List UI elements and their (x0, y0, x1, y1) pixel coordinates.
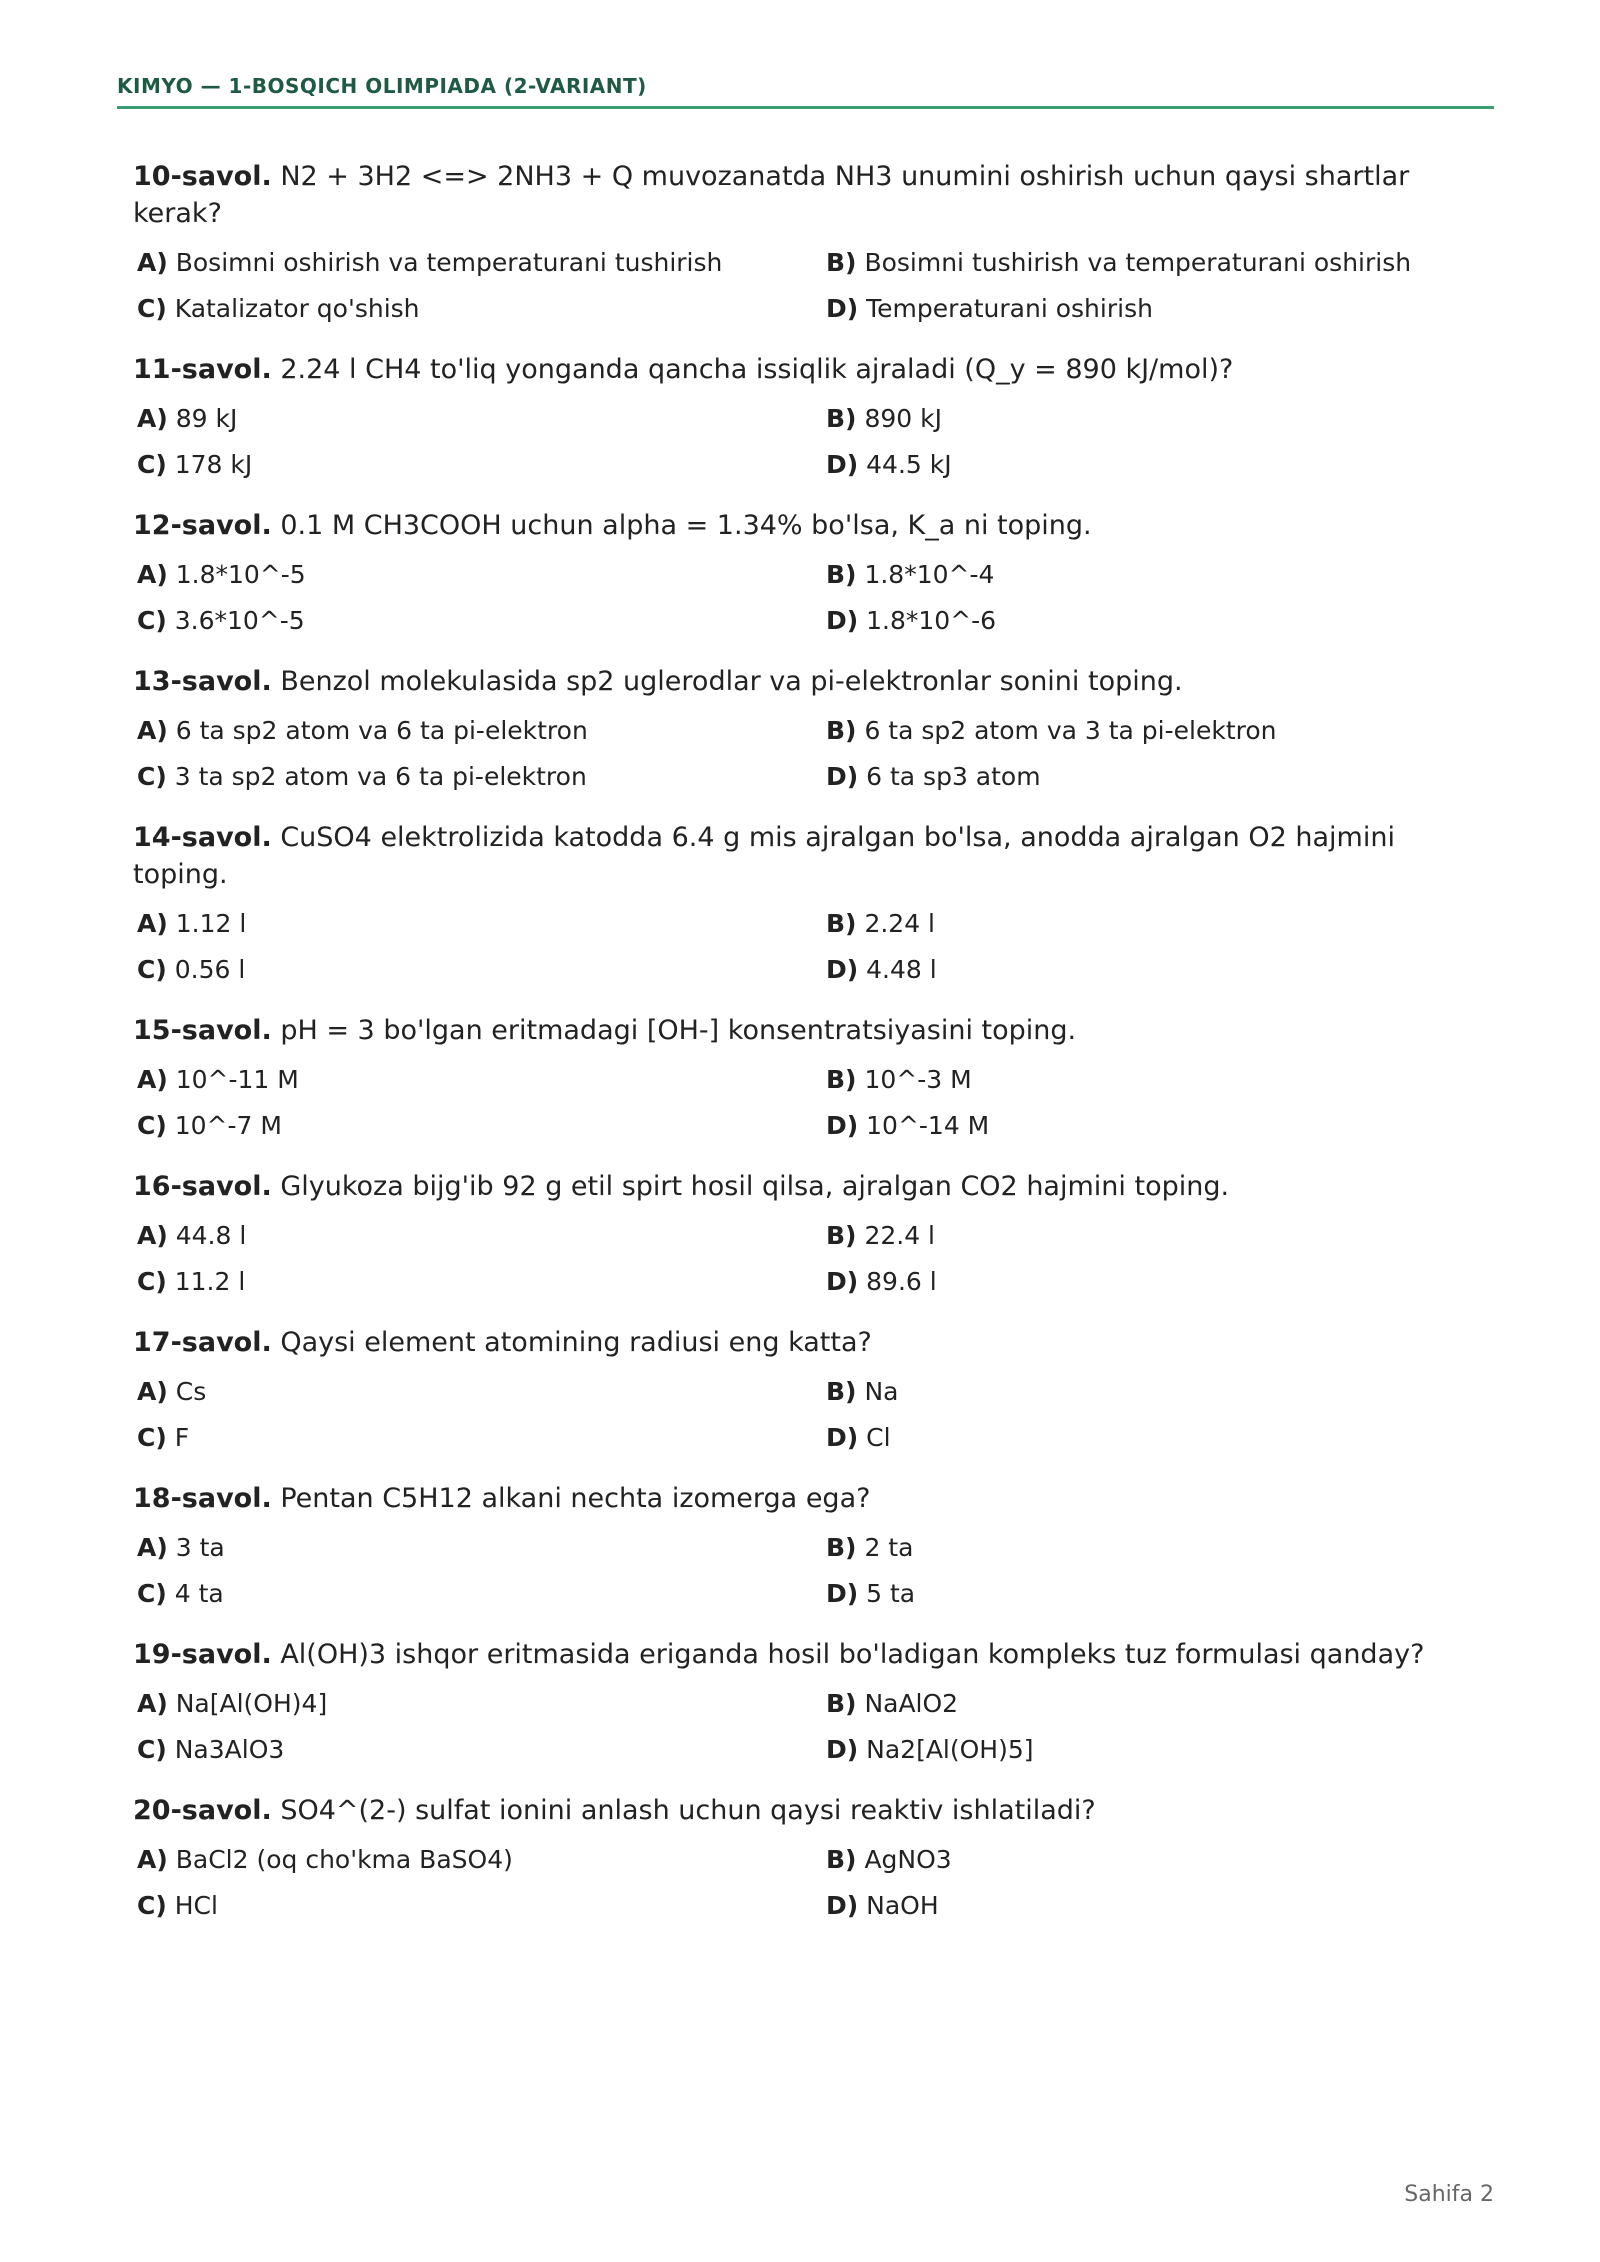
question-number: 13-savol. (133, 666, 272, 697)
question-body: N2 + 3H2 <=> 2NH3 + Q muvozanatda NH3 unumini oshirish uchun qaysi shartlar kerak? (133, 161, 1410, 229)
question-text (133, 1792, 1463, 1829)
option-letter: A) (137, 1377, 168, 1406)
question-number: 19-savol. (133, 1639, 272, 1670)
option-letter: B) (826, 909, 857, 938)
answer-option (826, 1685, 1467, 1722)
option-text: 10^-11 M (175, 1065, 299, 1094)
answer-option (826, 1841, 1467, 1878)
question-body: 2.24 l CH4 to'liq yonganda qancha issiqlik ajraladi (Q_y = 890 kJ/mol)? (280, 354, 1234, 385)
option-text: 44.5 kJ (866, 450, 952, 479)
answer-options (133, 244, 1463, 327)
answer-option (137, 1373, 826, 1410)
option-letter: A) (137, 248, 168, 277)
question-text (133, 351, 1463, 388)
answer-option (137, 1841, 826, 1878)
question-block (133, 507, 1463, 639)
option-text: 890 kJ (864, 404, 942, 433)
option-letter: D) (826, 955, 859, 984)
question-body: Qaysi element atomining radiusi eng katta? (280, 1327, 872, 1358)
question-text (133, 158, 1463, 232)
answer-option (137, 1107, 826, 1144)
answer-option (826, 1529, 1467, 1566)
option-letter: A) (137, 404, 168, 433)
answer-option (137, 400, 826, 437)
option-letter: D) (826, 1891, 859, 1920)
option-text: NaAlO2 (864, 1689, 959, 1718)
option-text: 44.8 l (175, 1221, 247, 1250)
answer-option (826, 1107, 1467, 1144)
option-text: 4 ta (174, 1579, 224, 1608)
option-letter: B) (826, 404, 857, 433)
option-letter: B) (826, 1845, 857, 1874)
option-letter: C) (137, 450, 167, 479)
question-block (133, 1636, 1463, 1768)
option-letter: A) (137, 1221, 168, 1250)
answer-option (826, 1217, 1467, 1254)
option-text: 1.8*10^-5 (175, 560, 306, 589)
answer-options (133, 1061, 1463, 1144)
answer-option (826, 1263, 1467, 1300)
question-body: pH = 3 bo'lgan eritmadagi [OH-] konsentratsiyasini toping. (280, 1015, 1077, 1046)
option-text: Bosimni oshirish va temperaturani tushirish (175, 248, 723, 277)
question-number: 11-savol. (133, 354, 272, 385)
option-letter: C) (137, 1579, 167, 1608)
option-letter: B) (826, 1221, 857, 1250)
option-text: 10^-7 M (174, 1111, 282, 1140)
answer-options (133, 1685, 1463, 1768)
option-letter: B) (826, 1533, 857, 1562)
option-text: Cl (866, 1423, 891, 1452)
option-text: BaCl2 (oq cho'kma BaSO4) (175, 1845, 513, 1874)
option-letter: C) (137, 1891, 167, 1920)
question-body: SO4^(2-) sulfat ionini anlash uchun qaysi reaktiv ishlatiladi? (280, 1795, 1096, 1826)
question-list (133, 158, 1463, 1948)
option-text: Cs (175, 1377, 207, 1406)
option-text: Temperaturani oshirish (866, 294, 1153, 323)
answer-option (137, 1263, 826, 1300)
option-text: 0.56 l (174, 955, 246, 984)
answer-option (137, 951, 826, 988)
answer-option (137, 244, 826, 281)
option-letter: C) (137, 294, 167, 323)
question-text (133, 507, 1463, 544)
question-number: 14-savol. (133, 822, 272, 853)
question-body: Benzol molekulasida sp2 uglerodlar va pi-elektronlar sonini toping. (280, 666, 1183, 697)
option-letter: D) (826, 1111, 859, 1140)
option-text: 3.6*10^-5 (174, 606, 305, 635)
question-number: 20-savol. (133, 1795, 272, 1826)
option-text: 10^-3 M (864, 1065, 972, 1094)
answer-option (826, 556, 1467, 593)
option-text: Katalizator qo'shish (174, 294, 420, 323)
question-text (133, 1636, 1463, 1673)
option-text: Na (864, 1377, 899, 1406)
answer-option (826, 905, 1467, 942)
option-text: 89 kJ (175, 404, 238, 433)
answer-option (137, 758, 826, 795)
option-letter: D) (826, 1267, 859, 1296)
answer-option (137, 1731, 826, 1768)
question-text (133, 1480, 1463, 1517)
answer-option (137, 1529, 826, 1566)
option-letter: A) (137, 1689, 168, 1718)
question-text (133, 1168, 1463, 1205)
answer-option (826, 758, 1467, 795)
answer-option (137, 446, 826, 483)
option-letter: A) (137, 1533, 168, 1562)
option-text: 1.8*10^-6 (866, 606, 997, 635)
answer-option (826, 290, 1467, 327)
header-title: KIMYO — 1-BOSQICH OLIMPIADA (2-VARIANT) (117, 74, 647, 98)
question-number: 15-savol. (133, 1015, 272, 1046)
option-text: 1.8*10^-4 (864, 560, 995, 589)
option-text: 6 ta sp3 atom (866, 762, 1041, 791)
option-letter: C) (137, 762, 167, 791)
answer-options (133, 1529, 1463, 1612)
question-text (133, 663, 1463, 700)
answer-option (137, 1575, 826, 1612)
answer-option (137, 1887, 826, 1924)
option-text: HCl (174, 1891, 218, 1920)
option-text: 1.12 l (175, 909, 247, 938)
answer-option (826, 1419, 1467, 1456)
question-number: 16-savol. (133, 1171, 272, 1202)
option-text: 178 kJ (174, 450, 253, 479)
option-text: 11.2 l (174, 1267, 246, 1296)
option-letter: D) (826, 1579, 859, 1608)
answer-option (826, 1887, 1467, 1924)
question-number: 18-savol. (133, 1483, 272, 1514)
answer-option (137, 602, 826, 639)
question-block (133, 1168, 1463, 1300)
answer-options (133, 1217, 1463, 1300)
option-letter: A) (137, 1065, 168, 1094)
answer-option (826, 446, 1467, 483)
answer-options (133, 556, 1463, 639)
option-text: F (174, 1423, 190, 1452)
question-text (133, 819, 1463, 893)
option-letter: D) (826, 1735, 859, 1764)
option-letter: A) (137, 909, 168, 938)
answer-options (133, 1373, 1463, 1456)
answer-option (826, 400, 1467, 437)
question-body: Glyukoza bijg'ib 92 g etil spirt hosil qilsa, ajralgan CO2 hajmini toping. (280, 1171, 1230, 1202)
option-text: NaOH (866, 1891, 939, 1920)
answer-option (826, 712, 1467, 749)
option-letter: C) (137, 955, 167, 984)
option-letter: D) (826, 606, 859, 635)
question-number: 12-savol. (133, 510, 272, 541)
option-text: 22.4 l (864, 1221, 935, 1250)
option-letter: B) (826, 1377, 857, 1406)
option-text: Na2[Al(OH)5] (866, 1735, 1034, 1764)
option-letter: A) (137, 716, 168, 745)
option-letter: A) (137, 560, 168, 589)
option-letter: D) (826, 762, 859, 791)
option-text: 4.48 l (866, 955, 937, 984)
question-block (133, 1324, 1463, 1456)
question-body: CuSO4 elektrolizida katodda 6.4 g mis ajralgan bo'lsa, anodda ajralgan O2 hajmini toping. (133, 822, 1395, 890)
option-text: 5 ta (866, 1579, 916, 1608)
option-text: 2 ta (864, 1533, 914, 1562)
question-block (133, 158, 1463, 327)
option-letter: D) (826, 450, 859, 479)
question-text (133, 1012, 1463, 1049)
option-letter: C) (137, 1735, 167, 1764)
question-block (133, 663, 1463, 795)
option-text: 6 ta sp2 atom va 3 ta pi-elektron (864, 716, 1277, 745)
option-letter: D) (826, 1423, 859, 1452)
option-letter: C) (137, 1267, 167, 1296)
answer-option (137, 712, 826, 749)
answer-option (826, 602, 1467, 639)
option-text: 6 ta sp2 atom va 6 ta pi-elektron (175, 716, 588, 745)
option-letter: A) (137, 1845, 168, 1874)
option-letter: C) (137, 1111, 167, 1140)
option-letter: C) (137, 1423, 167, 1452)
answer-option (137, 1061, 826, 1098)
option-letter: B) (826, 248, 857, 277)
option-letter: B) (826, 1689, 857, 1718)
question-body: 0.1 M CH3COOH uchun alpha = 1.34% bo'lsa, K_a ni toping. (280, 510, 1092, 541)
question-number: 10-savol. (133, 161, 272, 192)
question-text (133, 1324, 1463, 1361)
option-letter: C) (137, 606, 167, 635)
answer-option (826, 1731, 1467, 1768)
answer-option (137, 1419, 826, 1456)
answer-options (133, 1841, 1463, 1924)
answer-option (137, 556, 826, 593)
answer-option (826, 244, 1467, 281)
option-text: Bosimni tushirish va temperaturani oshirish (864, 248, 1412, 277)
page-header (117, 74, 1494, 109)
option-text: 3 ta (175, 1533, 225, 1562)
answer-option (826, 1373, 1467, 1410)
question-block (133, 1480, 1463, 1612)
answer-options (133, 712, 1463, 795)
question-block (133, 1792, 1463, 1924)
answer-option (826, 951, 1467, 988)
answer-options (133, 905, 1463, 988)
option-text: 10^-14 M (866, 1111, 990, 1140)
answer-option (137, 290, 826, 327)
page-number: Sahifa 2 (1404, 2182, 1494, 2207)
option-letter: B) (826, 560, 857, 589)
option-text: Na[Al(OH)4] (175, 1689, 328, 1718)
answer-option (137, 905, 826, 942)
question-body: Pentan C5H12 alkani nechta izomerga ega? (280, 1483, 871, 1514)
option-letter: B) (826, 1065, 857, 1094)
question-block (133, 819, 1463, 988)
answer-option (137, 1685, 826, 1722)
option-letter: B) (826, 716, 857, 745)
question-block (133, 1012, 1463, 1144)
option-text: AgNO3 (864, 1845, 952, 1874)
question-body: Al(OH)3 ishqor eritmasida eriganda hosil bo'ladigan kompleks tuz formulasi qanday? (280, 1639, 1425, 1670)
answer-option (826, 1061, 1467, 1098)
question-number: 17-savol. (133, 1327, 272, 1358)
option-letter: D) (826, 294, 859, 323)
option-text: 3 ta sp2 atom va 6 ta pi-elektron (174, 762, 587, 791)
option-text: 89.6 l (866, 1267, 937, 1296)
answer-options (133, 400, 1463, 483)
answer-option (826, 1575, 1467, 1612)
question-block (133, 351, 1463, 483)
answer-option (137, 1217, 826, 1254)
option-text: Na3AlO3 (174, 1735, 285, 1764)
option-text: 2.24 l (864, 909, 935, 938)
